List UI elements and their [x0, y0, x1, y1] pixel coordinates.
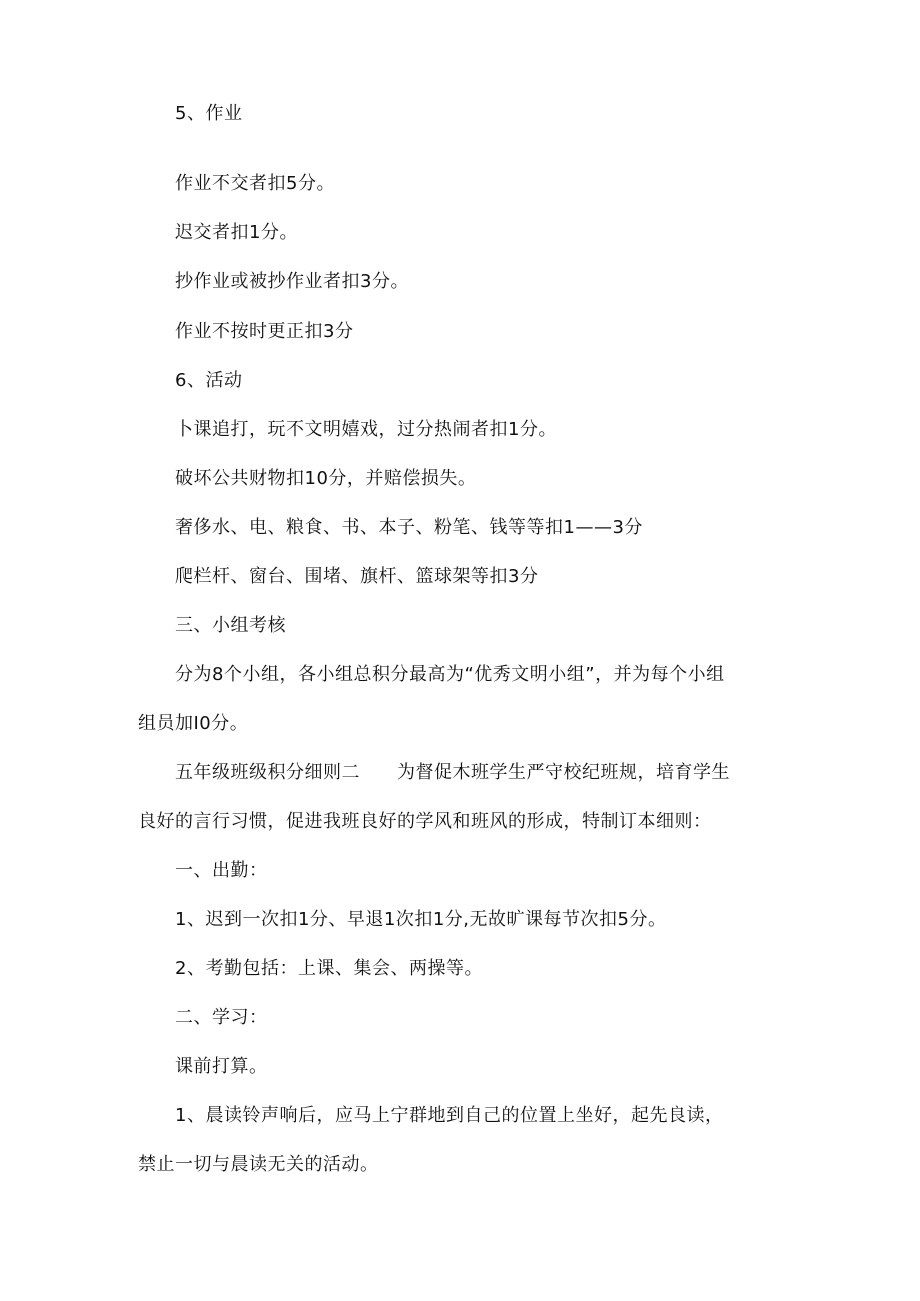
- section6-heading: 6、活动: [175, 370, 243, 391]
- attendance-item-1: 1、迟到一次扣1分、早退1次扣1分,无故旷课每节次扣5分。: [175, 909, 667, 930]
- section5-heading: 5、作业: [175, 103, 243, 124]
- group-assessment-body-line2: 组员加I0分。: [138, 713, 249, 734]
- attendance-heading: 一、出勤：: [175, 860, 268, 881]
- attendance-item-2: 2、考勤包括：上课、集会、两操等。: [175, 958, 483, 979]
- section5-item-3: 抄作业或被抄作业者扣3分。: [175, 271, 409, 292]
- section6-item-3: 奢侈水、电、粮食、书、本子、粉笔、钱等等扣1——3分: [175, 517, 643, 538]
- section6-item-1: 卜课追打，玩不文明嬉戏，过分热闹者扣1分。: [175, 419, 557, 440]
- study-item-1-line2: 禁止一切与晨读无关的活动。: [138, 1154, 379, 1175]
- section5-item-1: 作业不交者扣5分。: [175, 173, 335, 194]
- part2-intro-line2: 良好的言行习惯，促进我班良好的学风和班风的形成，特制订本细则：: [138, 811, 712, 832]
- section6-item-4: 爬栏杆、窗台、围堵、旗杆、篮球架等扣3分: [175, 566, 539, 587]
- section5-item-2: 迟交者扣1分。: [175, 222, 298, 243]
- group-assessment-heading: 三、小组考核: [175, 615, 286, 636]
- study-heading: 二、学习：: [175, 1007, 268, 1028]
- study-item-1-line1: 1、晨读铃声响后，应马上宁群地到自己的位置上坐好，起先良读，: [175, 1105, 724, 1126]
- study-subheading: 课前打算。: [175, 1056, 268, 1077]
- section6-item-2: 破坏公共财物扣10分，并赔偿损失。: [175, 468, 477, 489]
- section5-item-4: 作业不按时更正扣3分: [175, 321, 354, 342]
- part2-intro-line1: 五年级班级积分细则二 为督促木班学生严守校纪班规，培育学生: [175, 762, 730, 783]
- group-assessment-body-line1: 分为8个小组，各小组总积分最高为“优秀文明小组”，并为每个小组: [175, 664, 725, 685]
